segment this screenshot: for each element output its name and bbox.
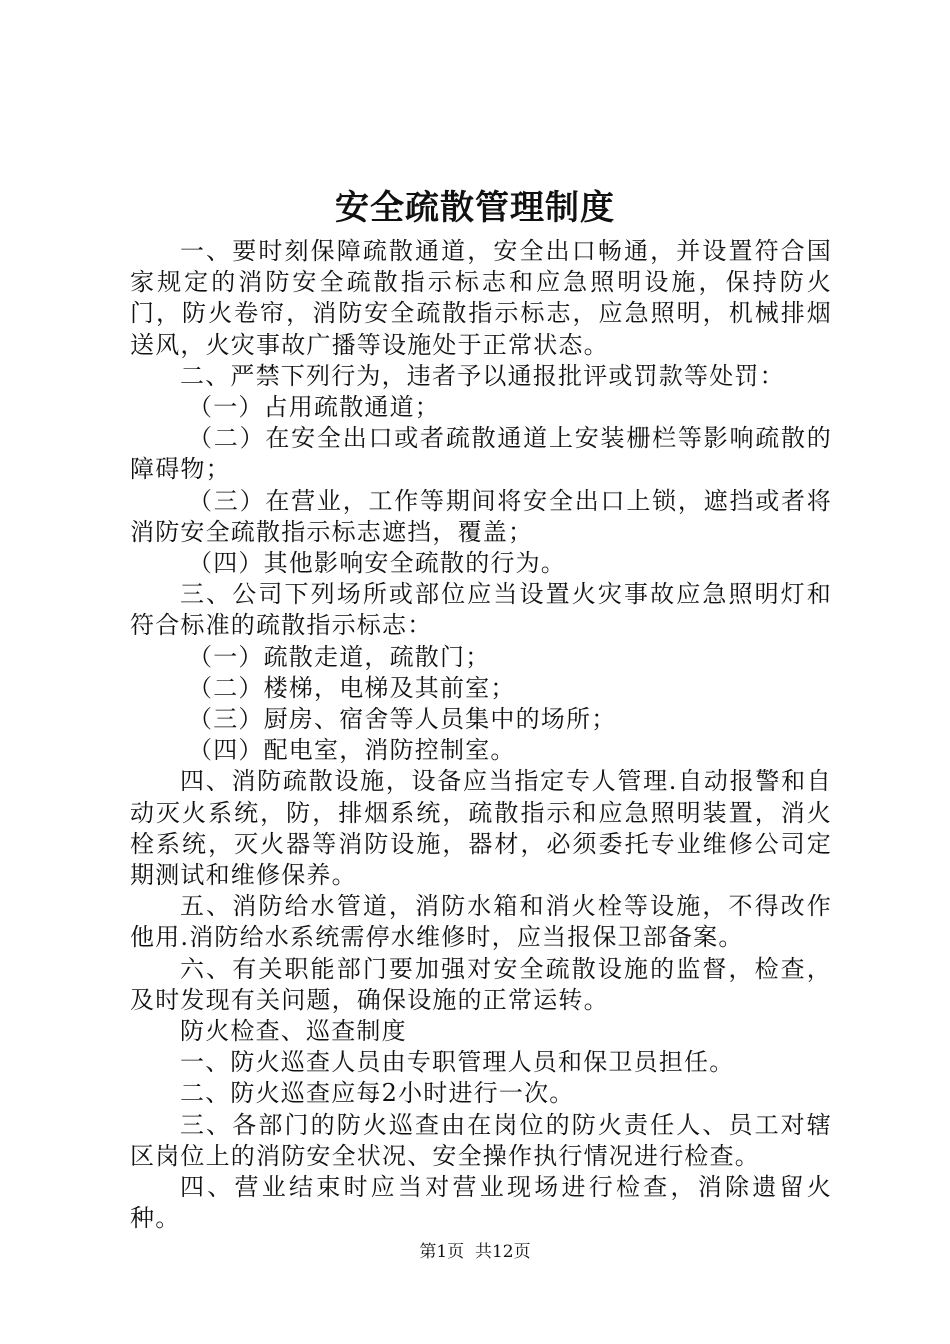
paragraph: 二、严禁下列行为，违者予以通报批评或罚款等处罚： (180, 361, 785, 390)
paragraph: 四、营业结束时应当对营业现场进行检查，消除遗留火种。 (130, 1173, 832, 1233)
paragraph: （三）在营业，工作等期间将安全出口上锁，遮挡或者将消防安全疏散指示标志遮挡，覆盖； (130, 486, 832, 546)
paragraph: （二）楼梯，电梯及其前室； (188, 673, 516, 702)
paragraph: （四）其他影响安全疏散的行为。 (188, 549, 566, 578)
paragraph: （一）占用疏散通道； (188, 393, 440, 422)
page-number: 第1页 共12页 (419, 1242, 531, 1262)
paragraph: （二）在安全出口或者疏散通道上安装栅栏等影响疏散的障碍物； (130, 424, 832, 484)
paragraph: 五、消防给水管道，消防水箱和消火栓等设施，不得改作他用.消防给水系统需停水维修时，应当报保卫部备案。 (130, 892, 832, 952)
document-title: 安全疏散管理制度 (335, 188, 615, 228)
paragraph: 六、有关职能部门要加强对安全疏散设施的监督，检查，及时发现有关问题，确保设施的正常运转。 (130, 954, 832, 1014)
paragraph: 一、要时刻保障疏散通道，安全出口畅通，并设置符合国家规定的消防安全疏散指示标志和应急照明设施，保持防火门，防火卷帘，消防安全疏散指示标志，应急照明，机械排烟送风，火灾事故广播等设施处于正常状态。 (130, 237, 832, 359)
paragraph: （四）配电室，消防控制室。 (188, 736, 516, 765)
section-heading: 防火检查、巡查制度 (180, 1017, 407, 1046)
paragraph: 二、防火巡查应每2小时进行一次。 (180, 1079, 575, 1108)
paragraph: （三）厨房、宿舍等人员集中的场所； (188, 705, 617, 734)
paragraph: 三、各部门的防火巡查由在岗位的防火责任人、员工对辖区岗位上的消防安全状况、安全操作执行情况进行检查。 (130, 1110, 832, 1170)
paragraph: 三、公司下列场所或部位应当设置火灾事故应急照明灯和符合标准的疏散指示标志： (130, 580, 832, 640)
document-body (130, 236, 832, 1235)
page-footer (0, 1240, 950, 1264)
paragraph: 四、消防疏散设施，设备应当指定专人管理.自动报警和自动灭火系统，防，排烟系统，疏散指示和应急照明装置，消火栓系统，灭火器等消防设施，器材，必须委托专业维修公司定期测试和维修保养。 (130, 767, 832, 890)
paragraph: 一、防火巡查人员由专职管理人员和保卫员担任。 (180, 1048, 735, 1077)
paragraph: （一）疏散走道，疏散门； (188, 642, 491, 671)
